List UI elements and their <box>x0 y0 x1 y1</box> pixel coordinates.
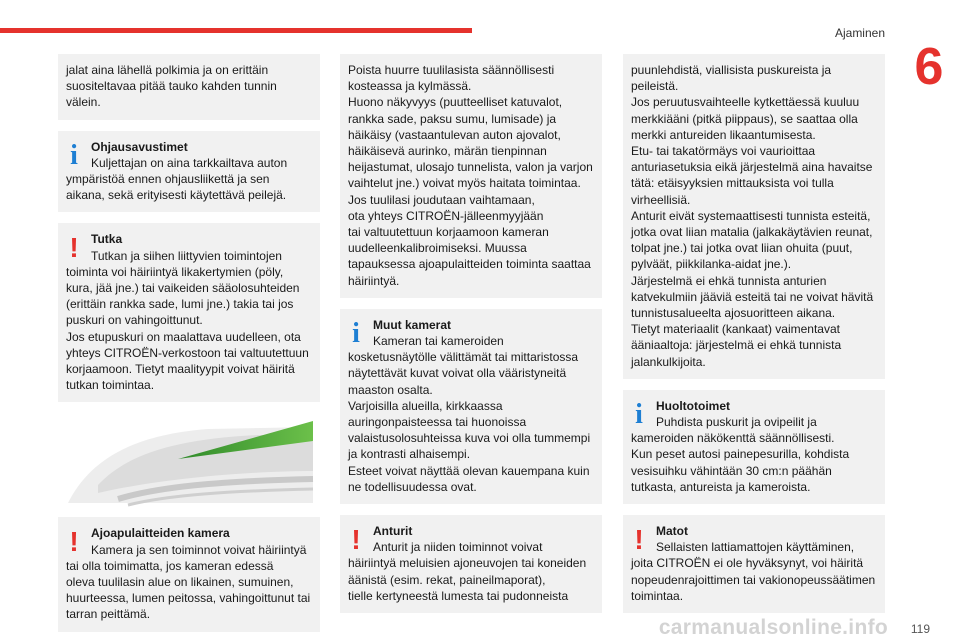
paragraph: jalat aina lähellä polkimia ja on erittäin suositeltavaa pitää tauko kahden tunnin välein. <box>66 63 277 110</box>
header-accent-bar <box>0 28 472 33</box>
note-title: Matot <box>656 524 688 539</box>
column-3 <box>623 54 885 624</box>
note-body: ympäristöä ennen ohjausliikettä ja sen aikana, sekä erityisesti käytettävä peilejä. <box>66 172 287 203</box>
page-number: 119 <box>910 622 930 636</box>
note-title: Anturit <box>373 524 413 539</box>
note-body: toiminta voi häiriintyä likakertymien (pöly, kura, jää jne.) tai vaikeiden sääolosuhteiden (erittäin rankka sade, lumi jne.) takia tai jos puskuri on vahingoittunut. Jos etupuskuri on maalattava uudelleen, ota yhteys CITROËN-verkostoon tai valtuutettuun korjaamoon. Tietyt maalityypit voivat häiritä tutkan toimintaa. <box>66 264 309 393</box>
column-1 <box>58 54 320 643</box>
note-body: kameroiden näkökenttä säännöllisesti. Kun peset autosi painepesurilla, kohdista vesisuihku vähintään 30 cm:n päähän tutkasta, antureista ja kameroista. <box>631 431 850 494</box>
note-body: tai olla toimimatta, jos kameran edessä oleva tuulilasin alue on likainen, sumuinen, huurteessa, lumen peitossa, vahingoittunut tai tarran peittämä. <box>66 558 311 622</box>
note-first-line: Puhdista puskurit ja ovipeilit ja <box>656 415 817 430</box>
note-body: häiriintyä meluisien ajoneuvojen tai koneiden äänistä (esim. rekat, paineilmaporat), tielle kertyneestä lumesta tai pudonneista <box>348 556 587 603</box>
section-title: Ajaminen <box>834 26 885 40</box>
car-windshield-drawing <box>58 413 320 509</box>
info-note-steering <box>58 131 320 213</box>
note-title: Huoltotoimet <box>656 398 730 413</box>
note-first-line: Anturit ja niiden toiminnot voivat <box>373 540 543 555</box>
warning-note-camera <box>58 517 320 631</box>
info-note-maintenance <box>623 390 885 504</box>
warning-note-mats <box>623 515 885 613</box>
note-title: Ohjausavustimet <box>91 139 188 154</box>
warning-icon: ! <box>634 524 644 556</box>
note-body: kosketusnäytölle välittämät tai mittaristossa näytettävät kuvat voivat olla vääristyneitä maaston osalta. Varjoisilla alueilla, kirkkaassa auringonpaisteessa tai huonoissa valaistusolosuhteissa kuva voi olla tummempi ja kontrasti alhaisempi. Esteet voivat näyttää olevan kauempana kuin ne todellisuudessa ovat. <box>348 350 591 494</box>
info-icon: i <box>70 139 78 171</box>
chapter-number: 6 <box>914 38 944 96</box>
paragraph: Poista huurre tuulilasista säännöllisesti kosteassa ja kylmässä. Huono näkyvyys (puutteelliset katuvalot, rankka sade, paksu sumu, lumisade) ja häikäisy (vastaantulevan auton ajovalot, häikäisevä aurinko, märän tienpinnan heijastumat, ulosajo tunnelista, valon ja varjon vaihtelut jne.) voivat myös haitata toimintaa. Jos tuulilasi joudutaan vaihtamaan, ota yhteys CITROËN-jälleenmyyjään tai valtuutettuun korjaamoon kameran uudelleenkalibroimiseksi. Muussa tapauksessa ajoapulaitteiden toiminta saattaa häiriintyä. <box>348 63 593 288</box>
info-icon: i <box>352 317 360 349</box>
note-first-line: Tutkan ja siihen liittyvien toimintojen <box>91 248 282 263</box>
warning-icon: ! <box>351 524 361 556</box>
car-camera-illustration <box>58 413 320 509</box>
note-body: joita CITROËN ei ole hyväksynyt, voi häiritä nopeudenrajoittimen tai vakionopeussäätimen toimintaa. <box>631 556 876 603</box>
text-box <box>340 54 602 298</box>
note-first-line: Kamera ja sen toiminnot voivat häiriintyä <box>91 542 307 557</box>
note-first-line: Kameran tai kameroiden <box>373 334 504 349</box>
text-box <box>58 54 320 120</box>
warning-note-radar <box>58 223 320 402</box>
watermark: carmanualsonline.info <box>658 616 888 639</box>
warning-note-sensors <box>340 515 602 613</box>
note-first-line: Kuljettajan on aina tarkkailtava auton <box>91 155 288 170</box>
column-2 <box>340 54 602 624</box>
note-title: Muut kamerat <box>373 317 452 332</box>
warning-icon: ! <box>69 526 79 558</box>
note-title: Tutka <box>91 232 123 247</box>
note-title: Ajoapulaitteiden kamera <box>91 526 230 541</box>
text-box <box>623 54 885 379</box>
note-first-line: Sellaisten lattiamattojen käyttäminen, <box>656 540 855 555</box>
paragraph: puunlehdistä, viallisista puskureista ja peileistä. Jos peruutusvaihteelle kytkettäessä kuuluu merkkiääni (pitkä piippaus), se saattaa olla merkki antureiden likaantumisesta. Etu- tai takatörmäys voi vaurioittaa anturiasetuksia eikä järjestelmä aina havaitse tätä: etäisyyksien mittauksista voi tulla virheellisiä. Anturit eivät systemaattisesti tunnista esteitä, jotka ovat liian matalia (jalkakäytävien reunat, tolpat jne.) tai jotka ovat liian ohuita (puut, pylväät, piikkilanka-aidat jne.). Järjestelmä ei ehkä tunnista anturien katvekulmiin jääviä esteitä tai ne voivat hävitä tunnistusalueelta ajosuoritteen aikana. Tietyt materiaalit (kankaat) vaimentavat ääniaaltoja: järjestelmä ei ehkä tunnista jalankulkijoita. <box>631 63 874 369</box>
info-icon: i <box>635 398 643 430</box>
info-note-other-cameras <box>340 309 602 504</box>
warning-icon: ! <box>69 232 79 264</box>
